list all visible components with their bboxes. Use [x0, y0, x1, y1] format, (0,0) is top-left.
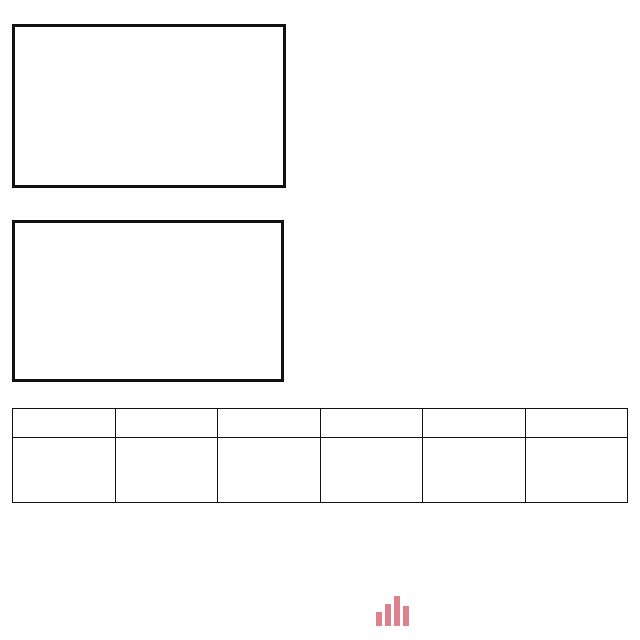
key-swatch-row [13, 438, 628, 503]
key-header-row [13, 409, 628, 438]
fabric-key-table [12, 408, 628, 503]
key-header-fabric-3 [218, 409, 321, 438]
watermark-logo-icon [374, 592, 414, 628]
key-swatch-fabric-6 [525, 438, 628, 503]
key-swatch-fabric-3 [218, 438, 321, 503]
key-header-fabric-1 [13, 409, 116, 438]
key-swatch-fabric-2 [115, 438, 218, 503]
numbered-placemat-diagram [12, 220, 284, 382]
key-header-fabric-4 [320, 409, 423, 438]
key-header-fabric-2 [115, 409, 218, 438]
shaded-placemat-diagram [12, 24, 286, 188]
key-swatch-fabric-5 [423, 438, 526, 503]
key-swatch-fabric-4 [320, 438, 423, 503]
key-swatch-fabric-1 [13, 438, 116, 503]
key-header-fabric-5 [423, 409, 526, 438]
key-header-fabric-6 [525, 409, 628, 438]
